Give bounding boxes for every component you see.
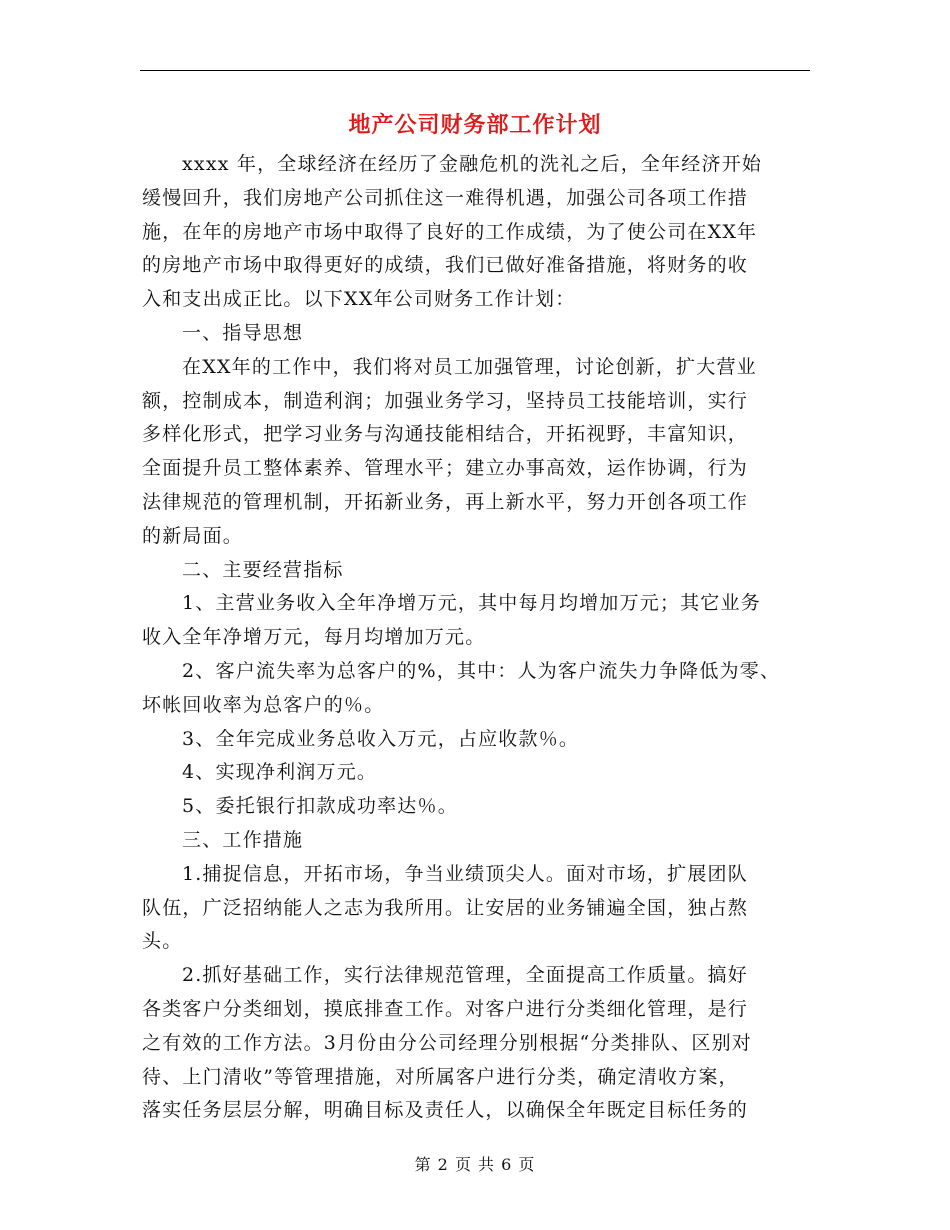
text-line: 多样化形式，把学习业务与沟通技能相结合，开拓视野，丰富知识， <box>142 423 749 446</box>
text-line: 2、客户流失率为总客户的%，其中：人为客户流失力争降低为零、 <box>182 659 781 682</box>
text-line: 缓慢回升，我们房地产公司抓住这一难得机遇，加强公司各项工作措 <box>142 186 749 209</box>
text-line: 的房地产市场中取得更好的成绩，我们已做好准备措施，将财务的收 <box>142 254 749 277</box>
text-line: 在XX年的工作中，我们将对员工加强管理，讨论创新，扩大营业 <box>182 355 757 378</box>
text-line: 4、实现净利润万元。 <box>182 761 378 784</box>
text-line: 全面提升员工整体素养、管理水平；建立办事高效，运作协调，行为 <box>142 457 749 480</box>
text-line: 法律规范的管理机制，开拓新业务，再上新水平，努力开创各项工作 <box>142 490 749 513</box>
text-line: 三、工作措施 <box>182 828 304 851</box>
text-line: 二、主要经营指标 <box>182 558 344 581</box>
text-line: 队伍，广泛招纳能人之志为我所用。让安居的业务铺遍全国，独占熬 <box>142 896 749 919</box>
page-number: 第 2 页 共 6 页 <box>414 1155 536 1174</box>
text-line: 2.抓好基础工作，实行法律规范管理，全面提高工作质量。搞好 <box>182 964 748 987</box>
text-line: 收入全年净增万元，每月均增加万元。 <box>142 626 486 649</box>
text-line: xxxx 年，全球经济在经历了金融危机的洗礼之后，全年经济开始 <box>182 153 763 175</box>
text-line: 施，在年的房地产市场中取得了良好的工作成绩，为了使公司在XX年 <box>142 220 758 243</box>
text-line: 1.捕捉信息，开拓市场，争当业绩顶尖人。面对市场，扩展团队 <box>182 862 748 885</box>
text-line: 1、主营业务收入全年净增万元，其中每月均增加万元；其它业务 <box>182 592 761 615</box>
document-body <box>142 148 812 1128</box>
text-line: 之有效的工作方法。3月份由分公司经理分别根据“分类排队、区别对 <box>142 1031 753 1054</box>
text-line: 额，控制成本，制造利润；加强业务学习，坚持员工技能培训，实行 <box>142 389 749 412</box>
text-line: 5、委托银行扣款成功率达％。 <box>182 795 458 818</box>
text-line: 坏帐回收率为总客户的％。 <box>142 693 385 716</box>
text-line: 3、全年完成业务总收入万元，占应收款％。 <box>182 727 580 750</box>
text-line: 各类客户分类细划，摸底排查工作。对客户进行分类细化管理，是行 <box>142 997 749 1020</box>
document-title: 地产公司财务部工作计划 <box>348 112 602 138</box>
text-line: 入和支出成正比。以下XX年公司财务工作计划： <box>142 288 576 311</box>
header-rule <box>140 70 810 71</box>
text-line: 待、上门清收”等管理措施，对所属客户进行分类，确定清收方案， <box>142 1065 739 1088</box>
text-line: 的新局面。 <box>142 524 244 547</box>
text-line: 落实任务层层分解，明确目标及责任人，以确保全年既定目标任务的 <box>142 1099 749 1122</box>
text-line: 头。 <box>142 930 183 953</box>
text-line: 一、指导思想 <box>182 321 304 344</box>
